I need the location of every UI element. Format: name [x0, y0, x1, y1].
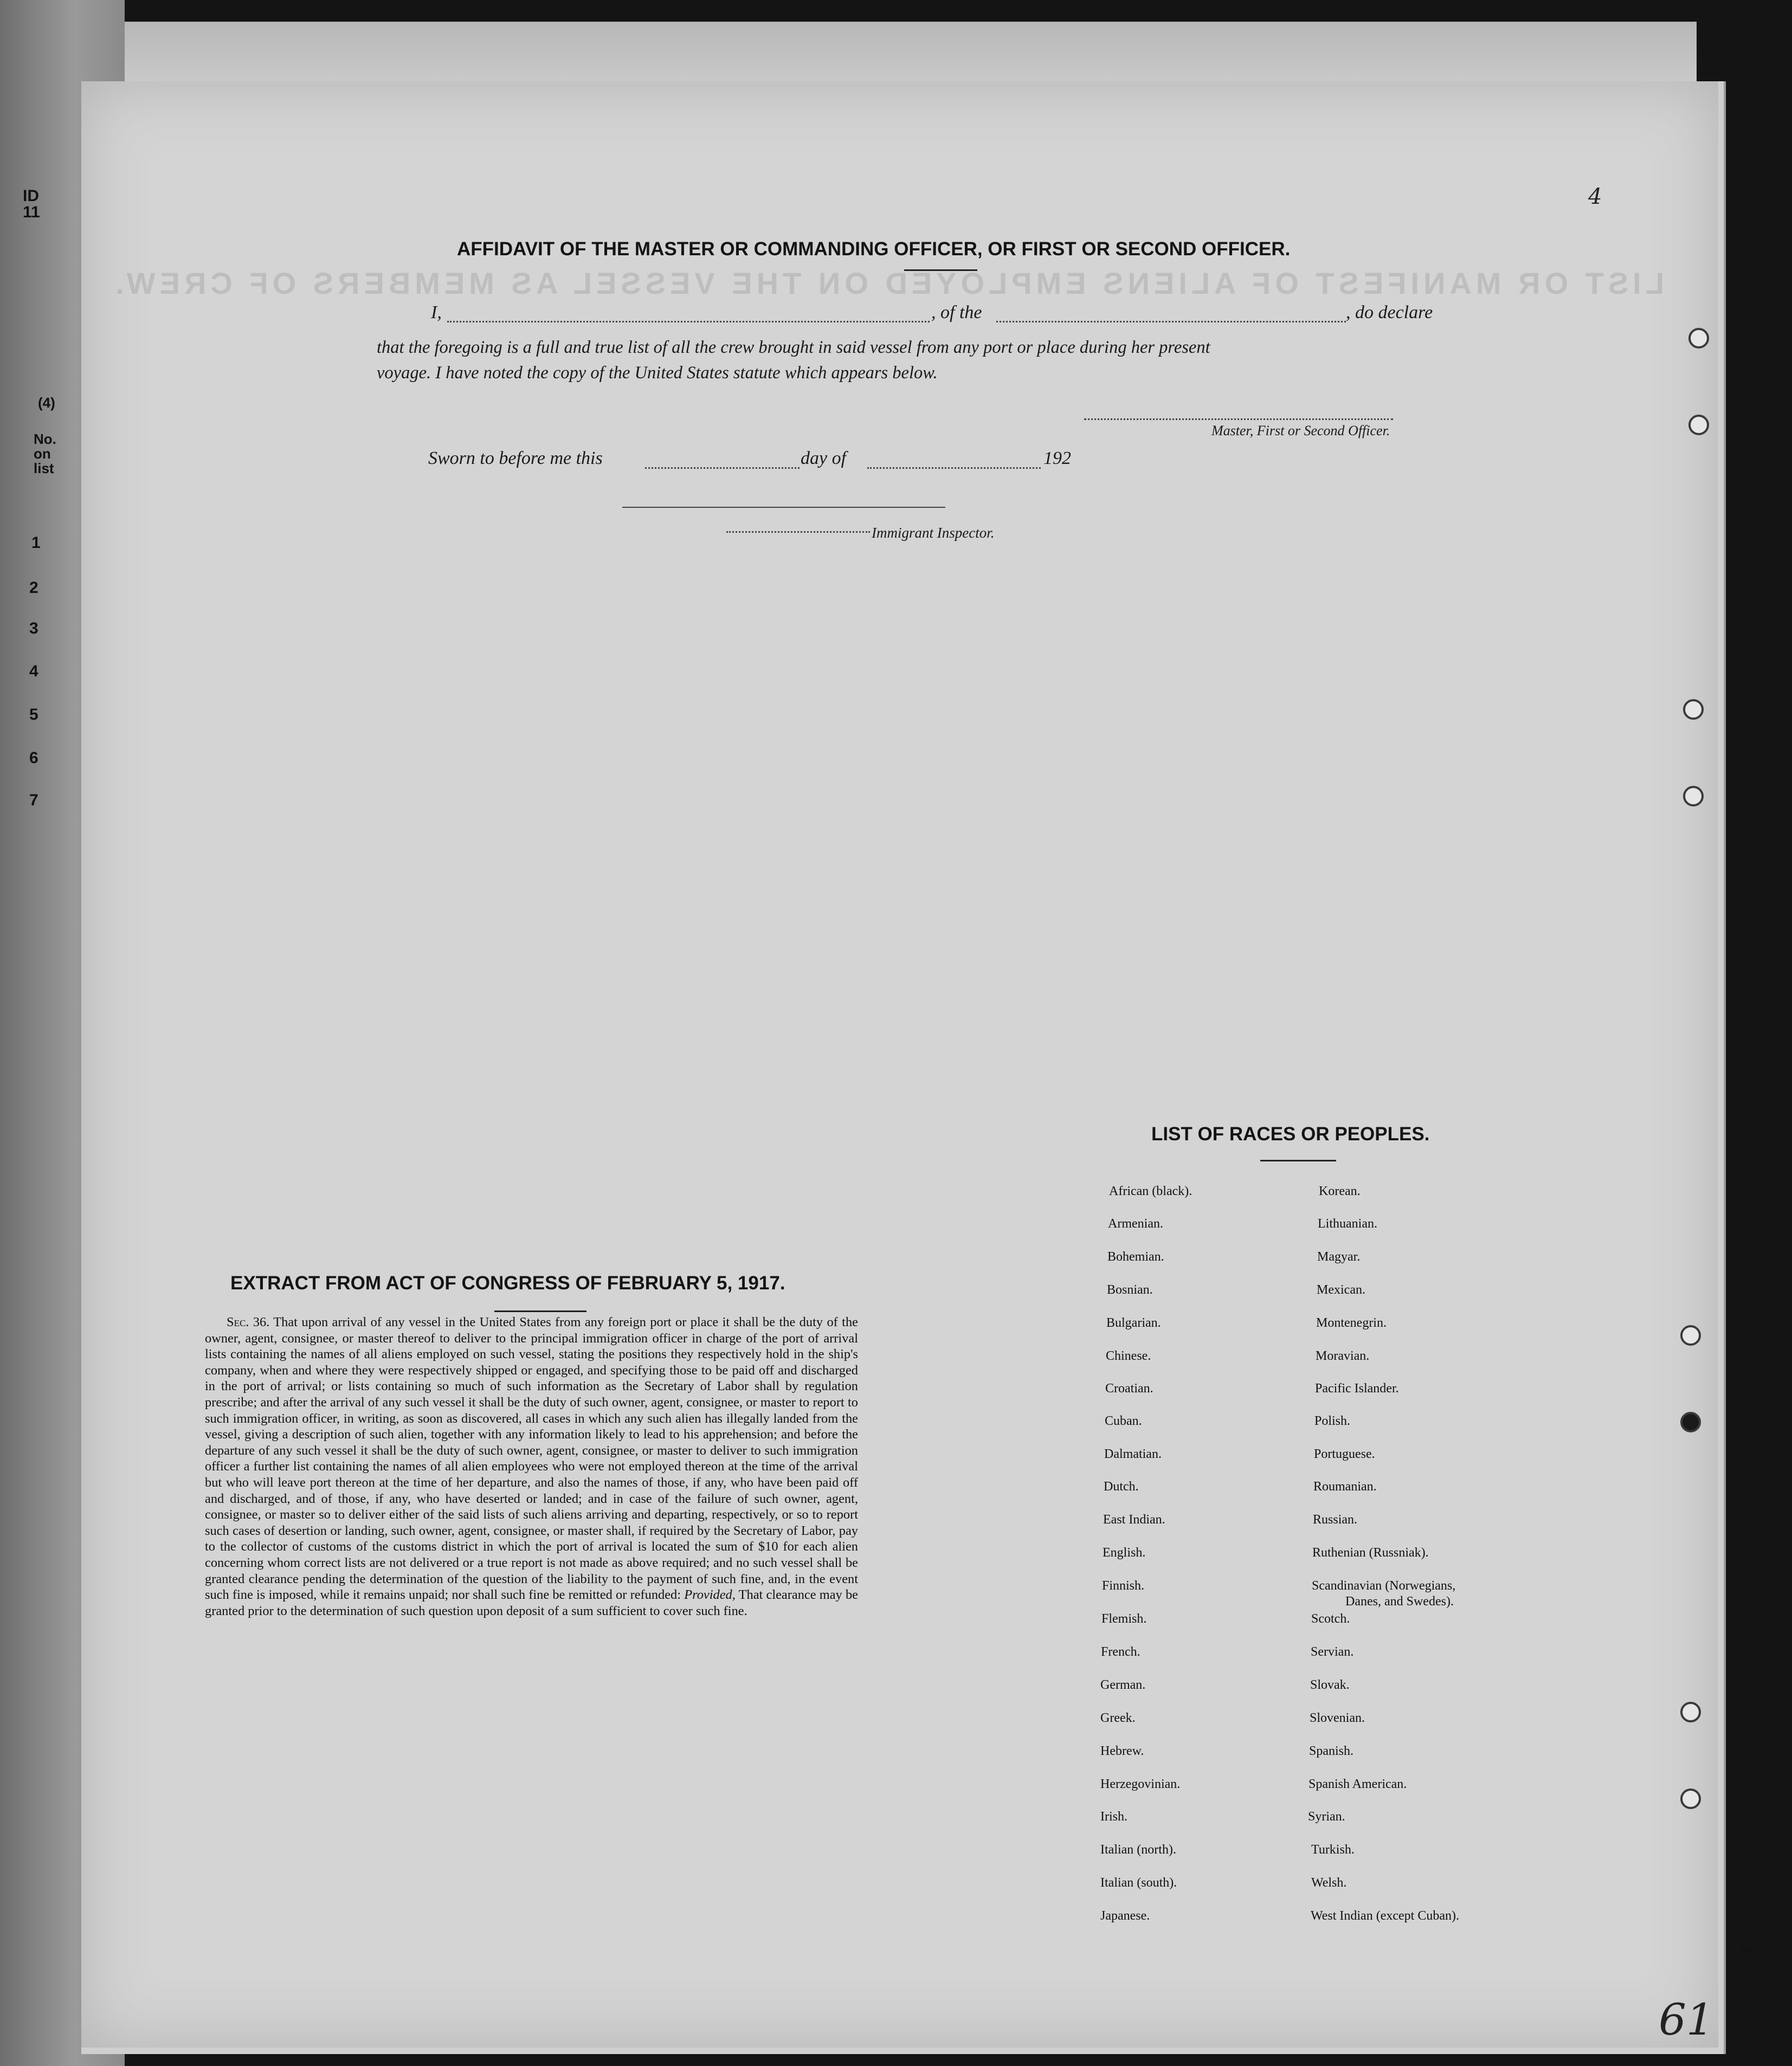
race-item: Slovenian.	[1310, 1711, 1365, 1725]
stub-label: ID	[23, 187, 39, 205]
affidavit-line-3: voyage. I have noted the copy of the United States statute which appears below.	[377, 363, 938, 383]
stub-label: on	[34, 446, 51, 462]
races-title-rule	[1260, 1160, 1336, 1161]
race-item: Moravian.	[1316, 1349, 1370, 1363]
stub-label: 6	[29, 749, 38, 767]
affidavit-i: I,	[431, 302, 442, 322]
race-item: Bulgarian.	[1106, 1316, 1161, 1330]
race-item: Spanish American.	[1308, 1777, 1407, 1791]
sworn-day-blank	[645, 467, 800, 469]
race-item: Flemish.	[1101, 1612, 1147, 1626]
race-item: Polish.	[1314, 1414, 1351, 1428]
corner-mark: 4	[1588, 184, 1602, 209]
sworn-label: Sworn to before me this	[428, 448, 603, 468]
race-item: Spanish.	[1309, 1744, 1354, 1758]
race-item: German.	[1100, 1678, 1146, 1692]
race-item: Scandinavian (Norwegians,	[1312, 1579, 1456, 1593]
race-item: Portuguese.	[1314, 1447, 1375, 1461]
stub-label: (4)	[38, 395, 55, 411]
extract-text: That upon arrival of any vessel in the United States from any foreign port or place it shall be the duty of the owner, agent, consignee, or master thereof to deliver to the principal immigration officer in charge of the port of arrival lists containing the names of all aliens employed on such vessel, stating the positions they respectively hold in the ship's company, when and where they were respectively shipped or engaged, and specifying those to be paid off and discharged in the port of arrival; or lists containing so much of such information as the Secretary of Labor shall by regulation prescribe; and after the arrival of any such vessel it shall be the duty of such owner, agent, consignee, or master to report to such immigration officer, in writing, as soon as discovered, all cases in which any such alien has illegally landed from the vessel, giving a description of such alien, together with any information likely to lead to his apprehension; and before the departure of any such vessel it shall be the duty of such owner, agent, consignee, or master to deliver to such immigration officer a further list containing the names of all alien employees who were not employed thereon at the time of the arrival but who will leave port thereon at the time of her departure, and also the names of those, if any, who have been paid off and discharged, and of those, if any, who have deserted or landed; and in case of the failure of such owner, agent, consignee, or master so to deliver either of the said lists of such aliens arriving and departing, respectively, or so to report such cases of desertion or landing, such owner, agent, consignee, or master shall, if required by the Secretary of Labor, pay to the collector of customs of the customs district in which the port of arrival is located the sum of $10 for each alien concerning whom correct lists are not delivered or a true report is not made as above required; and no such vessel shall be granted clearance pending the determination of the question of the liability to the payment of such fine, and, in the event such fine is imposed, while it remains unpaid; nor shall such fine be remitted or refunded:	[205, 1315, 858, 1603]
race-item: Chinese.	[1106, 1349, 1151, 1363]
race-item: Pacific Islander.	[1315, 1381, 1399, 1396]
name-blank	[447, 321, 930, 322]
stub-label: 4	[29, 662, 38, 680]
back-sheet-top	[125, 22, 1697, 81]
stub-label: 7	[29, 791, 38, 809]
race-item: Italian (north).	[1100, 1843, 1176, 1857]
title-rule	[904, 269, 977, 271]
races-title: LIST OF RACES OR PEOPLES.	[1151, 1124, 1430, 1145]
race-item: Danes, and Swedes).	[1345, 1594, 1454, 1609]
race-item: West Indian (except Cuban).	[1311, 1909, 1459, 1923]
race-item: Greek.	[1100, 1711, 1136, 1725]
race-item: Syrian.	[1308, 1810, 1345, 1824]
race-item: Hebrew.	[1100, 1744, 1144, 1758]
edge-text: nd	[1740, 1943, 1754, 1955]
race-item: Armenian.	[1108, 1217, 1163, 1231]
race-item: Lithuanian.	[1318, 1217, 1377, 1231]
punch-hole	[1680, 1702, 1701, 1722]
race-item: Japanese.	[1100, 1909, 1150, 1923]
punch-hole	[1680, 1325, 1701, 1346]
race-item: Bohemian.	[1107, 1250, 1164, 1264]
race-item: Bosnian.	[1107, 1283, 1153, 1297]
race-item: Korean.	[1319, 1184, 1361, 1198]
race-item: Ruthenian (Russniak).	[1312, 1546, 1429, 1560]
inspector-label: Immigrant Inspector.	[872, 525, 995, 541]
race-item: Slovak.	[1310, 1678, 1350, 1692]
punch-hole	[1683, 699, 1704, 720]
affidavit-of-the: , of the	[931, 302, 982, 322]
day-of-label: day of	[801, 448, 847, 468]
master-signature-blank	[1084, 418, 1393, 420]
race-item: Scotch.	[1311, 1612, 1350, 1626]
punch-hole	[1688, 328, 1709, 348]
race-item: Cuban.	[1105, 1414, 1142, 1428]
stub-label: 1	[31, 534, 41, 552]
punch-hole	[1688, 415, 1709, 435]
stub-label: list	[34, 460, 54, 476]
race-item: Croatian.	[1105, 1381, 1153, 1396]
race-item: Montenegrin.	[1316, 1316, 1387, 1330]
race-item: English.	[1103, 1546, 1146, 1560]
affidavit-line-2: that the foregoing is a full and true list of all the crew brought in said vessel from any port or place during her present	[377, 338, 1210, 357]
race-item: French.	[1101, 1645, 1140, 1659]
race-item: Finnish.	[1102, 1579, 1145, 1593]
race-item: Magyar.	[1317, 1250, 1361, 1264]
provided-label: Provided,	[684, 1587, 736, 1603]
race-item: Mexican.	[1317, 1283, 1365, 1297]
race-item: Welsh.	[1311, 1876, 1347, 1890]
section-label: Sec. 36.	[227, 1315, 270, 1329]
bleed-through-text: LIST OR MANIFEST OF ALIENS EMPLOYED ON THE VESSEL AS MEMBERS OF CREW.	[111, 266, 1664, 300]
seal-rule	[622, 507, 945, 508]
extract-body	[205, 1314, 858, 1619]
race-item: East Indian.	[1103, 1513, 1165, 1527]
race-item: Herzegovinian.	[1100, 1777, 1181, 1791]
race-item: African (black).	[1109, 1184, 1192, 1198]
rank-blank	[996, 321, 1346, 322]
race-item: Dalmatian.	[1104, 1447, 1162, 1461]
extract-title: EXTRACT FROM ACT OF CONGRESS OF FEBRUARY 5, 1917.	[230, 1273, 785, 1294]
race-item: Turkish.	[1311, 1843, 1355, 1857]
punch-hole	[1680, 1412, 1701, 1432]
inspector-signature-blank	[726, 531, 870, 533]
race-item: Roumanian.	[1313, 1480, 1377, 1494]
year-label: 192	[1043, 448, 1071, 468]
stub-label: 5	[29, 706, 38, 724]
stub-label: 3	[29, 619, 38, 637]
punch-hole	[1680, 1789, 1701, 1809]
race-item: Dutch.	[1104, 1480, 1139, 1494]
race-item: Servian.	[1311, 1645, 1354, 1659]
master-label: Master, First or Second Officer.	[1211, 423, 1390, 438]
punch-hole	[1683, 786, 1704, 806]
race-item: Irish.	[1100, 1810, 1127, 1824]
handwritten-number: 61	[1659, 1994, 1714, 2045]
extract-title-rule	[494, 1310, 586, 1312]
affidavit-do-declare: , do declare	[1346, 302, 1433, 322]
race-item: Italian (south).	[1100, 1876, 1177, 1890]
stub-label: No.	[34, 431, 56, 447]
stub-label: 11	[23, 203, 40, 221]
race-item: Russian.	[1313, 1513, 1358, 1527]
stub-label: 2	[29, 579, 38, 597]
extract-text-end: That clearance may be granted prior to the determination of such question upon deposit of a sum sufficient to cover such fine.	[205, 1587, 858, 1618]
month-blank	[867, 467, 1041, 469]
affidavit-title: AFFIDAVIT OF THE MASTER OR COMMANDING OFFICER, OR FIRST OR SECOND OFFICER.	[457, 238, 1291, 260]
